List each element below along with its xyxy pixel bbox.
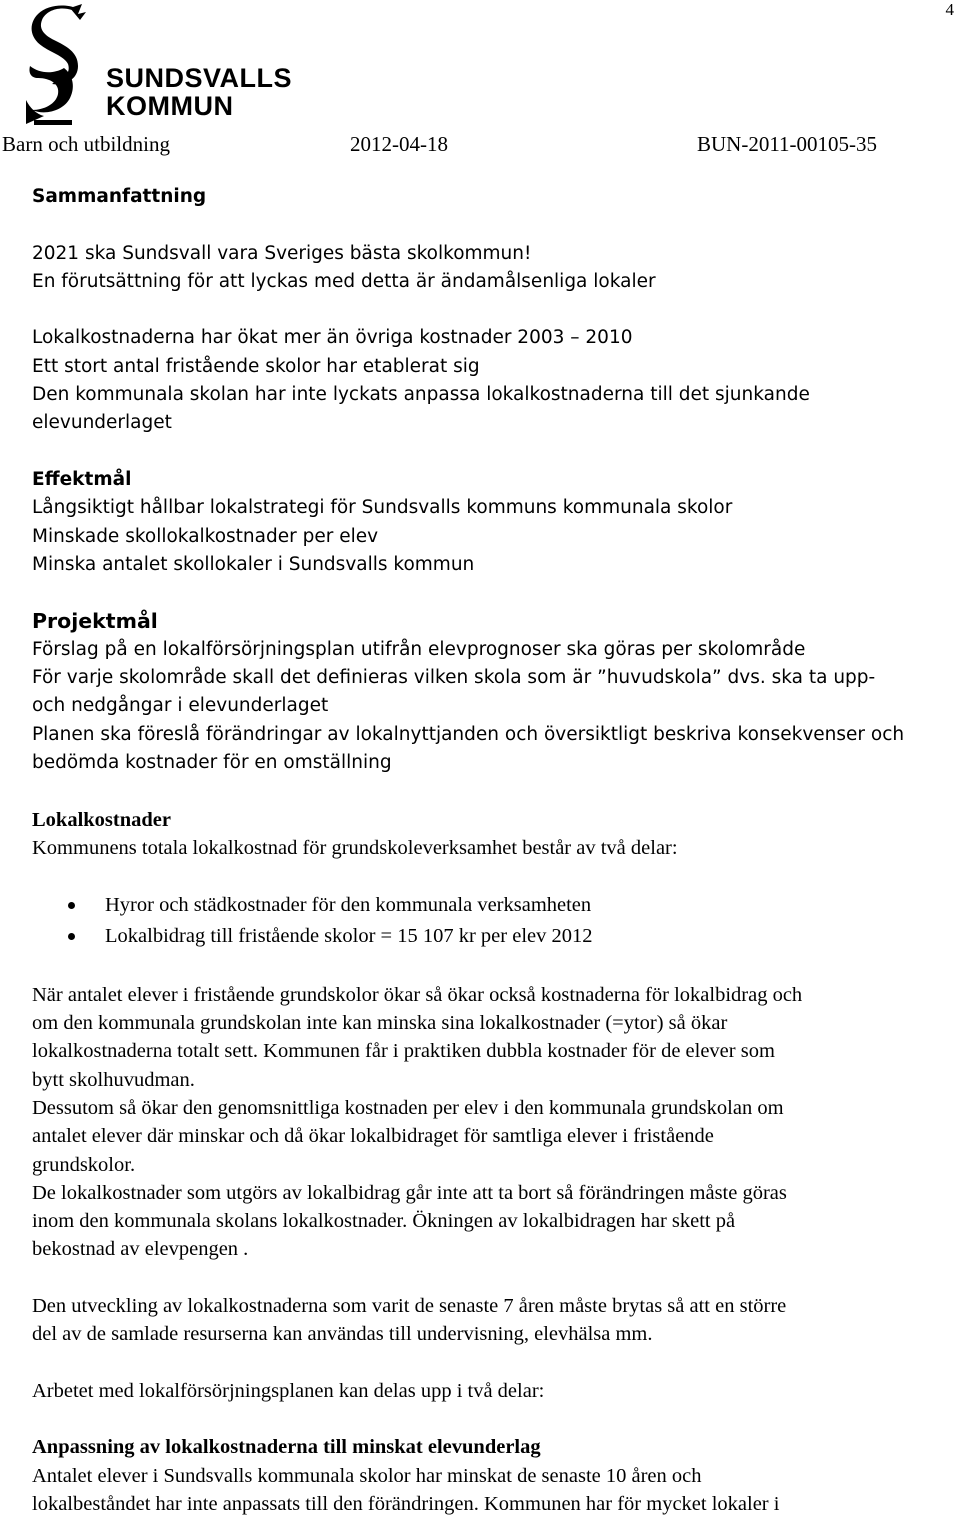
bullet-icon [68,933,75,940]
document-body [32,183,957,1518]
section-sammanfattning [32,183,957,466]
paragraph-line: lokalkostnaderna totalt sett. Kommunen får i praktiken dubbla kostnader för de elever som [32,1040,775,1063]
spacer [32,1405,957,1433]
section-lokalkostnader [32,806,957,1434]
spacer [32,1349,957,1377]
list-item-text: Lokalbidrag till fristående skolor = 15 107 kr per elev 2012 [105,925,593,948]
paragraph-line: bekostnad av elevpengen . [32,1238,249,1261]
section-projektmal [32,607,957,805]
spacer [32,296,957,324]
list-item [32,921,957,952]
paragraph-line: Dessutom så ökar den genomsnittliga kostnaden per elev i den kommunala grundskolan om [32,1096,784,1119]
paragraph-line: Arbetet med lokalförsörjningsplanen kan delas upp i två delar: [32,1379,545,1402]
list-item [32,890,957,921]
spacer [32,1264,957,1292]
section-anpassning [32,1433,957,1518]
paragraph-line: elevunderlaget [32,412,172,434]
spacer [32,862,957,890]
spacer [32,438,957,466]
spacer [32,952,957,980]
paragraph-line: del av de samlade resurserna kan användas till undervisning, elevhälsa mm. [32,1323,653,1346]
logo-wordmark [106,64,292,120]
heading-anpassning: Anpassning av lokalkostnaderna till minskat elevunderlag [32,1436,541,1459]
paragraph-line: Långsiktigt hållbar lokalstrategi för Sundsvalls kommuns kommunala skolor [32,497,733,519]
paragraph-line: bytt skolhuvudman. [32,1068,195,1091]
paragraph-line: lokalbeståndet har inte anpassats till den förändringen. Kommunen har för mycket lokaler i [32,1493,780,1516]
spacer [32,579,957,607]
paragraph-line: När antalet elever i fristående grundskolor ökar så ökar också kostnaderna för lokalbidrag och [32,983,803,1006]
paragraph-line: Antalet elever i Sundsvalls kommunala skolor har minskat de senaste 10 åren och [32,1464,702,1487]
paragraph-line: För varje skolområde skall det definieras vilken skola som är ”huvudskola” dvs. ska ta upp- [32,667,876,689]
heading-lokalkostnader: Lokalkostnader [32,808,171,831]
header-date: 2012-04-18 [350,132,448,156]
spacer [32,211,957,239]
paragraph-line: En förutsättning för att lyckas med detta är ändamålsenliga lokaler [32,270,656,292]
sundsvalls-kommun-logo [20,4,293,126]
heading-sammanfattning: Sammanfattning [32,186,207,207]
spacer [32,777,957,805]
paragraph-line: inom den kommunala skolans lokalkostnader. Ökningen av lokalbidragen har skett på [32,1210,736,1233]
paragraph-line: och nedgångar i elevunderlaget [32,695,329,717]
logo-line-1: SUNDSVALLS [106,63,293,93]
list-item-text: Hyror och städkostnader för den kommunala verksamheten [105,894,592,917]
paragraph-line: Lokalkostnaderna har ökat mer än övriga kostnader 2003 – 2010 [32,327,633,349]
heading-projektmal: Projektmål [32,609,158,634]
bullet-list [32,890,957,952]
dragon-s-logo-icon [20,4,100,126]
header-unit: Barn och utbildning [2,132,170,156]
paragraph-line: De lokalkostnader som utgörs av lokalbidrag går inte att ta bort så förändringen måste göras [32,1181,787,1204]
page-number: 4 [945,0,954,19]
paragraph-line: Planen ska föreslå förändringar av lokalnyttjanden och översiktligt beskriva konsekvenser och [32,723,905,745]
paragraph-line: bedömda kostnader för en omställning [32,751,392,773]
paragraph-line: grundskolor. [32,1153,136,1176]
section-effektmal [32,466,957,607]
paragraph-line: Den utveckling av lokalkostnaderna som varit de senaste 7 åren måste brytas så att en större [32,1294,787,1317]
paragraph-line: Förslag på en lokalförsörjningsplan utifrån elevprognoser ska göras per skolområde [32,638,806,660]
header-reference: BUN-2011-00105-35 [697,132,878,156]
paragraph-line: 2021 ska Sundsvall vara Sveriges bästa skolkommun! [32,242,532,264]
paragraph-line: Ett stort antal fristående skolor har etablerat sig [32,355,480,377]
heading-effektmal: Effektmål [32,468,132,490]
paragraph-line: om den kommunala grundskolan inte kan minska sina lokalkostnader (=ytor) så ökar [32,1012,728,1035]
paragraph-line: Minska antalet skollokaler i Sundsvalls kommun [32,553,475,575]
paragraph-line: antalet elever där minskar och då ökar lokalbidraget för samtliga elever i fristående [32,1125,714,1148]
logo-line-2: KOMMUN [106,91,234,121]
bullet-icon [68,902,75,909]
paragraph-line: Den kommunala skolan har inte lyckats anpassa lokalkostnaderna till det sjunkande [32,384,810,406]
paragraph-line: Kommunens totala lokalkostnad för grundskoleverksamhet består av två delar: [32,836,678,859]
paragraph-line: Minskade skollokalkostnader per elev [32,525,379,547]
